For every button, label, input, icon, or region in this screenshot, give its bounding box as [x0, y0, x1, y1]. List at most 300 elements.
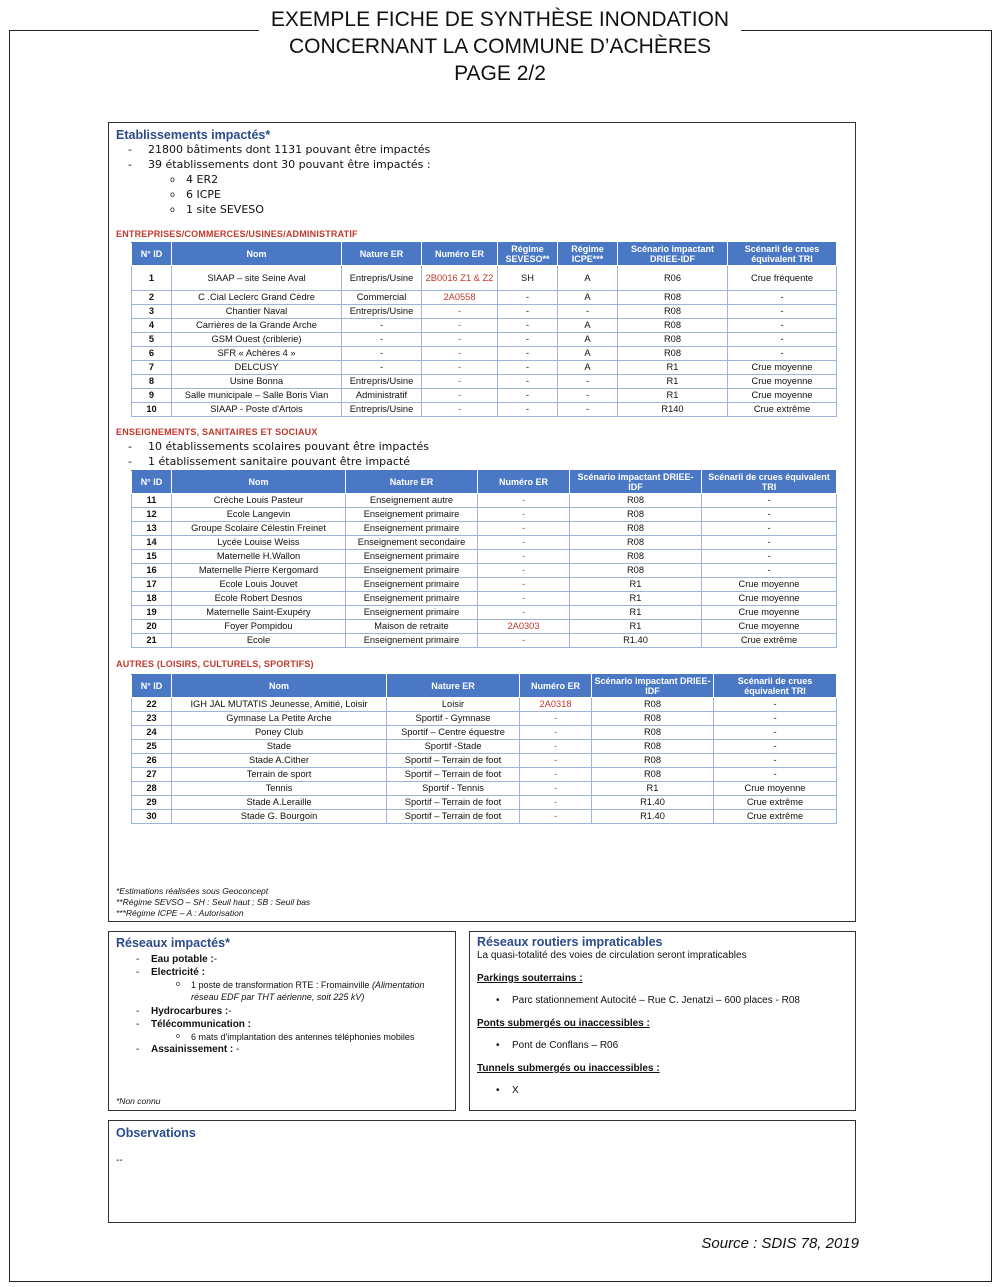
- observations-heading: Observations: [116, 1126, 196, 1140]
- table-cell: -: [342, 347, 422, 361]
- table-cell: Crue moyenne: [702, 592, 837, 606]
- table-cell: -: [520, 782, 592, 796]
- table-cell: -: [422, 389, 498, 403]
- elec-sub-main: 1 poste de transformation RTE : Fromainville: [191, 980, 370, 990]
- footnote: ***Régime ICPE – A : Autorisation: [116, 908, 244, 918]
- parkings-heading: Parkings souterrains :: [477, 973, 583, 984]
- table-cell: Crue moyenne: [728, 389, 837, 403]
- assain-value: -: [236, 1044, 240, 1055]
- entreprises-heading: ENTREPRISES/COMMERCES/USINES/ADMINISTRATIF: [116, 229, 358, 239]
- hydro-label: Hydrocarbures :: [151, 1006, 229, 1017]
- table-cell: A: [558, 266, 618, 291]
- table-cell: R1: [570, 606, 702, 620]
- table-cell: A: [558, 319, 618, 333]
- table-cell: Sportif – Terrain de foot: [387, 754, 520, 768]
- table-row: [132, 698, 837, 712]
- column-header: Nom: [172, 675, 387, 698]
- column-header: Scénario impactant DRIEE-IDF: [618, 243, 728, 266]
- table-cell: R08: [618, 333, 728, 347]
- table-cell: Maternelle Saint-Exupéry: [172, 606, 346, 620]
- table-cell: -: [478, 564, 570, 578]
- table-cell: R08: [592, 712, 714, 726]
- table-cell: Ecole Louis Jouvet: [172, 578, 346, 592]
- hydro-value: -: [228, 1006, 232, 1017]
- table-cell: -: [498, 375, 558, 389]
- table-row: [132, 796, 837, 810]
- table-cell: R08: [618, 305, 728, 319]
- title-line-1: EXEMPLE FICHE DE SYNTHÈSE INONDATION: [270, 8, 730, 31]
- table-cell: Tennis: [172, 782, 387, 796]
- table-cell: -: [478, 508, 570, 522]
- table-cell: -: [478, 494, 570, 508]
- observations-panel: [108, 1120, 856, 1223]
- table-cell: R1.40: [592, 796, 714, 810]
- table-cell: 2A0318: [520, 698, 592, 712]
- table-cell: -: [520, 712, 592, 726]
- table-cell: 30: [132, 810, 172, 824]
- table-cell: 14: [132, 536, 172, 550]
- table-cell: -: [520, 726, 592, 740]
- table-cell: 4: [132, 319, 172, 333]
- table-row: [132, 592, 837, 606]
- etab-sublist: [116, 172, 431, 217]
- table-cell: Enseignement primaire: [346, 508, 478, 522]
- table-cell: Crue extrême: [714, 796, 837, 810]
- routiers-heading: Réseaux routiers impraticables: [477, 935, 663, 949]
- table-cell: R1.40: [570, 634, 702, 648]
- table-cell: 6: [132, 347, 172, 361]
- eau-value: -: [213, 954, 218, 965]
- table-cell: Carrières de la Grande Arche: [172, 319, 342, 333]
- etab-item: - 21800 bâtiments dont 1131 pouvant être impactés: [116, 142, 431, 157]
- column-header: Nature ER: [387, 675, 520, 698]
- main-panel: [108, 122, 856, 922]
- column-header: Scénario impactant DRIEE-IDF: [592, 675, 714, 698]
- table-cell: Usine Bonna: [172, 375, 342, 389]
- table-row: [132, 536, 837, 550]
- table-cell: Crue moyenne: [702, 620, 837, 634]
- table-cell: 23: [132, 712, 172, 726]
- table-cell: Enseignement autre: [346, 494, 478, 508]
- table-cell: -: [342, 319, 422, 333]
- footnote: **Régime SEVSO – SH : Seuil haut ; SB : Seuil bas: [116, 897, 311, 907]
- column-header: Nom: [172, 243, 342, 266]
- table-cell: Sportif -Stade: [387, 740, 520, 754]
- eau-label: Eau potable :: [151, 954, 214, 965]
- telecom-sub: 6 mats d'implantation des antennes téléphonies mobiles: [191, 1032, 415, 1042]
- table-cell: 3: [132, 305, 172, 319]
- table-cell: -: [702, 536, 837, 550]
- column-header: Nature ER: [346, 471, 478, 494]
- table-cell: Crue moyenne: [702, 606, 837, 620]
- table-row: [132, 564, 837, 578]
- table-cell: -: [422, 305, 498, 319]
- table-cell: Crue extrême: [702, 634, 837, 648]
- reseaux-panel: Réseaux impactés* - Eau potable :- - Electricité : o 1 poste de transformation RTE : Fromainville (Alimentation réseau EDF par THT aérienne, soit 225 kV) - Hydrocarbures :- - Télécommunication : o 6 mats d'implantation des antennes téléphonies mobiles - Assainissement : - *Non connu: [108, 931, 456, 1111]
- table-cell: SFR « Achères 4 »: [172, 347, 342, 361]
- table-cell: Enseignement primaire: [346, 564, 478, 578]
- table-cell: 24: [132, 726, 172, 740]
- table-cell: -: [702, 508, 837, 522]
- table-row: [132, 522, 837, 536]
- table-cell: -: [478, 550, 570, 564]
- elec-label: Electricité :: [151, 967, 205, 978]
- table-cell: R1: [618, 375, 728, 389]
- table-cell: A: [558, 361, 618, 375]
- telecom-label: Télécommunication :: [151, 1019, 252, 1030]
- table-cell: -: [478, 522, 570, 536]
- table-cell: 1: [132, 266, 172, 291]
- table-cell: -: [498, 319, 558, 333]
- table-cell: Administratif: [342, 389, 422, 403]
- table-cell: -: [714, 726, 837, 740]
- etab-item: - 39 établissements dont 30 pouvant être impactés :: [116, 157, 431, 172]
- table-cell: Entrepris/Usine: [342, 375, 422, 389]
- table-cell: Enseignement primaire: [346, 592, 478, 606]
- table-cell: 11: [132, 494, 172, 508]
- table-cell: Entrepris/Usine: [342, 305, 422, 319]
- title-line-2: CONCERNANT LA COMMUNE D’ACHÈRES: [289, 35, 711, 58]
- table-cell: -: [714, 712, 837, 726]
- table-cell: R08: [592, 740, 714, 754]
- table-cell: Gymnase La Petite Arche: [172, 712, 387, 726]
- table-cell: 9: [132, 389, 172, 403]
- table-row: [132, 319, 837, 333]
- table-cell: R08: [592, 754, 714, 768]
- table-cell: -: [714, 698, 837, 712]
- table-row: [132, 712, 837, 726]
- table-cell: -: [498, 291, 558, 305]
- table-cell: -: [702, 550, 837, 564]
- table-cell: -: [728, 333, 837, 347]
- table-row: [132, 550, 837, 564]
- table-cell: -: [520, 768, 592, 782]
- table-row: [132, 305, 837, 319]
- table-cell: R08: [570, 494, 702, 508]
- table-cell: 16: [132, 564, 172, 578]
- autres-heading: AUTRES (LOISIRS, CULTURELS, SPORTIFS): [116, 659, 314, 669]
- routiers-panel: Réseaux routiers impraticables La quasi-totalité des voies de circulation seront impraticables Parkings souterrains : • Parc stationnement Autocité – Rue C. Jenatzi – 600 places - R08 Ponts submergés ou inaccessibles : • Pont de Conflans – R06 Tunnels submergés ou inaccessibles : • X: [469, 931, 856, 1111]
- table-cell: -: [728, 347, 837, 361]
- column-header: N° ID: [132, 675, 172, 698]
- table-cell: A: [558, 347, 618, 361]
- enseignement-heading: ENSEIGNEMENTS, SANITAIRES ET SOCIAUX: [116, 427, 318, 437]
- table-cell: Crue moyenne: [714, 782, 837, 796]
- table-cell: R1: [592, 782, 714, 796]
- table-cell: Chantier Naval: [172, 305, 342, 319]
- table-cell: 22: [132, 698, 172, 712]
- table-cell: 28: [132, 782, 172, 796]
- table-cell: R1: [570, 592, 702, 606]
- table-row: [132, 782, 837, 796]
- table-row: [132, 508, 837, 522]
- table-row: [132, 375, 837, 389]
- etab-heading: Etablissements impactés*: [116, 128, 271, 142]
- table-cell: 21: [132, 634, 172, 648]
- elec-sub-italic: (Alimentation réseau EDF par THT aérienne, soit 225 kV): [191, 980, 425, 1002]
- table-cell: R08: [570, 522, 702, 536]
- table-cell: Maternelle Pierre Kergomard: [172, 564, 346, 578]
- table-cell: R08: [570, 508, 702, 522]
- table-cell: Stade A.Cither: [172, 754, 387, 768]
- table-row: [132, 578, 837, 592]
- table-cell: -: [478, 536, 570, 550]
- entreprises-table: [131, 242, 837, 417]
- table-cell: Poney Club: [172, 726, 387, 740]
- table-cell: Terrain de sport: [172, 768, 387, 782]
- table-cell: Ecole Langevin: [172, 508, 346, 522]
- table-cell: R08: [592, 726, 714, 740]
- table-row: [132, 389, 837, 403]
- column-header: Régime ICPE***: [558, 243, 618, 266]
- table-cell: Maternelle H.Wallon: [172, 550, 346, 564]
- table-cell: -: [422, 375, 498, 389]
- table-cell: Enseignement primaire: [346, 634, 478, 648]
- table-cell: -: [422, 403, 498, 417]
- table-cell: DELCUSY: [172, 361, 342, 375]
- table-cell: 7: [132, 361, 172, 375]
- table-cell: -: [422, 319, 498, 333]
- ponts-heading: Ponts submergés ou inaccessibles :: [477, 1018, 650, 1029]
- table-cell: 12: [132, 508, 172, 522]
- enseignement-item: - 1 établissement sanitaire pouvant être impacté: [116, 454, 429, 469]
- table-cell: Sportif - Tennis: [387, 782, 520, 796]
- table-cell: R1: [570, 578, 702, 592]
- table-cell: -: [520, 810, 592, 824]
- table-cell: Foyer Pompidou: [172, 620, 346, 634]
- table-cell: -: [714, 740, 837, 754]
- table-cell: Groupe Scolaire Célestin Freinet: [172, 522, 346, 536]
- table-cell: R1.40: [592, 810, 714, 824]
- table-cell: Crue extrême: [728, 403, 837, 417]
- source-caption: Source : SDIS 78, 2019: [701, 1235, 859, 1252]
- table-cell: IGH JAL MUTATIS Jeunesse, Amitié, Loisir: [172, 698, 387, 712]
- table-cell: -: [342, 361, 422, 375]
- table-cell: 29: [132, 796, 172, 810]
- column-header: Numéro ER: [478, 471, 570, 494]
- etab-subitem: o 6 ICPE: [116, 187, 431, 202]
- autres-table: [131, 674, 837, 824]
- etab-list: [116, 142, 431, 172]
- table-cell: 2B0016 Z1 & Z2: [422, 266, 498, 291]
- table-row: [132, 266, 837, 291]
- table-cell: -: [478, 606, 570, 620]
- table-cell: Crue fréquente: [728, 266, 837, 291]
- table-cell: R08: [618, 291, 728, 305]
- table-cell: SH: [498, 266, 558, 291]
- footnote: *Estimations réalisées sous Geoconcept: [116, 886, 269, 896]
- table-cell: -: [728, 305, 837, 319]
- column-header: Scénarii de crues équivalent TRI: [728, 243, 837, 266]
- table-cell: Enseignement primaire: [346, 578, 478, 592]
- column-header: N° ID: [132, 243, 172, 266]
- table-cell: -: [342, 333, 422, 347]
- table-cell: R08: [618, 347, 728, 361]
- table-cell: Entrepris/Usine: [342, 266, 422, 291]
- table-cell: -: [558, 375, 618, 389]
- table-cell: 15: [132, 550, 172, 564]
- table-cell: Loisir: [387, 698, 520, 712]
- table-cell: 5: [132, 333, 172, 347]
- table-cell: -: [498, 403, 558, 417]
- table-cell: Enseignement secondaire: [346, 536, 478, 550]
- table-cell: R1: [570, 620, 702, 634]
- table-cell: 18: [132, 592, 172, 606]
- table-cell: Lycée Louise Weiss: [172, 536, 346, 550]
- table-cell: A: [558, 333, 618, 347]
- column-header: Scénarii de crues équivalent TRI: [714, 675, 837, 698]
- table-cell: -: [422, 333, 498, 347]
- table-row: [132, 291, 837, 305]
- table-row: [132, 620, 837, 634]
- table-cell: 25: [132, 740, 172, 754]
- title-line-3: PAGE 2/2: [454, 62, 546, 85]
- footnotes: [116, 886, 310, 919]
- table-cell: -: [520, 796, 592, 810]
- table-cell: Stade: [172, 740, 387, 754]
- table-cell: -: [558, 305, 618, 319]
- table-cell: R1: [618, 389, 728, 403]
- table-cell: Sportif – Terrain de foot: [387, 796, 520, 810]
- table-row: [132, 494, 837, 508]
- table-cell: Crue moyenne: [702, 578, 837, 592]
- table-cell: 19: [132, 606, 172, 620]
- table-cell: R1: [618, 361, 728, 375]
- table-cell: 17: [132, 578, 172, 592]
- table-cell: R08: [570, 564, 702, 578]
- table-cell: Crèche Louis Pasteur: [172, 494, 346, 508]
- enseignement-table: [131, 470, 837, 648]
- table-cell: Sportif – Centre équestre: [387, 726, 520, 740]
- table-cell: Crue moyenne: [728, 375, 837, 389]
- table-cell: -: [498, 389, 558, 403]
- table-row: [132, 768, 837, 782]
- table-cell: R08: [570, 550, 702, 564]
- column-header: N° ID: [132, 471, 172, 494]
- table-cell: -: [714, 754, 837, 768]
- table-cell: GSM Ouest (criblerie): [172, 333, 342, 347]
- table-cell: -: [498, 305, 558, 319]
- table-cell: -: [702, 494, 837, 508]
- table-cell: -: [498, 347, 558, 361]
- table-cell: 27: [132, 768, 172, 782]
- assain-label: Assainissement :: [151, 1044, 234, 1055]
- table-cell: -: [520, 754, 592, 768]
- table-cell: Commercial: [342, 291, 422, 305]
- reseaux-heading: Réseaux impactés*: [116, 936, 230, 950]
- table-row: [132, 333, 837, 347]
- table-cell: -: [422, 347, 498, 361]
- table-cell: R08: [570, 536, 702, 550]
- table-row: [132, 810, 837, 824]
- table-cell: -: [702, 522, 837, 536]
- table-cell: Ecole Robert Desnos: [172, 592, 346, 606]
- column-header: Nom: [172, 471, 346, 494]
- table-cell: Sportif - Gymnase: [387, 712, 520, 726]
- table-cell: Stade A.Leraille: [172, 796, 387, 810]
- table-cell: -: [558, 403, 618, 417]
- table-cell: R06: [618, 266, 728, 291]
- column-header: Scénario impactant DRIEE-IDF: [570, 471, 702, 494]
- column-header: Régime SEVESO**: [498, 243, 558, 266]
- table-cell: 8: [132, 375, 172, 389]
- table-cell: 20: [132, 620, 172, 634]
- column-header: Scénarii de crues équivalent TRI: [702, 471, 837, 494]
- table-cell: Enseignement primaire: [346, 522, 478, 536]
- table-cell: -: [422, 361, 498, 375]
- table-row: [132, 606, 837, 620]
- table-cell: SIAAP – site Seine Aval: [172, 266, 342, 291]
- table-cell: A: [558, 291, 618, 305]
- column-header: Numéro ER: [422, 243, 498, 266]
- table-cell: -: [478, 634, 570, 648]
- table-row: [132, 347, 837, 361]
- table-cell: Crue extrême: [714, 810, 837, 824]
- table-cell: Maison de retraite: [346, 620, 478, 634]
- table-cell: Ecole: [172, 634, 346, 648]
- table-cell: Entrepris/Usine: [342, 403, 422, 417]
- tunnels-heading: Tunnels submergés ou inaccessibles :: [477, 1063, 660, 1074]
- table-row: [132, 634, 837, 648]
- table-cell: -: [714, 768, 837, 782]
- routiers-intro: La quasi-totalité des voies de circulation seront impraticables: [477, 950, 747, 961]
- etab-subitem: o 4 ER2: [116, 172, 431, 187]
- tunnels-item: X: [512, 1085, 519, 1096]
- table-cell: R08: [592, 768, 714, 782]
- table-cell: Enseignement primaire: [346, 550, 478, 564]
- table-cell: Enseignement primaire: [346, 606, 478, 620]
- table-cell: Sportif – Terrain de foot: [387, 768, 520, 782]
- table-cell: Sportif – Terrain de foot: [387, 810, 520, 824]
- table-cell: SIAAP - Poste d'Artois: [172, 403, 342, 417]
- table-cell: -: [728, 291, 837, 305]
- table-cell: -: [498, 361, 558, 375]
- table-cell: C .Cial Leclerc Grand Cèdre: [172, 291, 342, 305]
- table-cell: 2A0558: [422, 291, 498, 305]
- page-title: [0, 6, 1000, 87]
- column-header: Nature ER: [342, 243, 422, 266]
- table-cell: Stade G. Bourgoin: [172, 810, 387, 824]
- table-cell: -: [498, 333, 558, 347]
- table-cell: 2A0303: [478, 620, 570, 634]
- table-cell: 13: [132, 522, 172, 536]
- table-cell: R140: [618, 403, 728, 417]
- enseignement-item: - 10 établissements scolaires pouvant être impactés: [116, 439, 429, 454]
- table-cell: R08: [592, 698, 714, 712]
- table-row: [132, 403, 837, 417]
- table-cell: -: [702, 564, 837, 578]
- etab-subitem: o 1 site SEVESO: [116, 202, 431, 217]
- table-cell: 2: [132, 291, 172, 305]
- table-cell: -: [728, 319, 837, 333]
- table-cell: -: [478, 578, 570, 592]
- table-cell: Salle municipale – Salle Boris Vian: [172, 389, 342, 403]
- table-cell: 26: [132, 754, 172, 768]
- table-cell: 10: [132, 403, 172, 417]
- observations-text: --: [116, 1155, 123, 1166]
- enseignement-list: [116, 439, 429, 469]
- parkings-item: Parc stationnement Autocité – Rue C. Jenatzi – 600 places - R08: [512, 995, 800, 1006]
- table-row: [132, 740, 837, 754]
- table-row: [132, 726, 837, 740]
- table-cell: Crue moyenne: [728, 361, 837, 375]
- table-cell: -: [558, 389, 618, 403]
- table-cell: -: [520, 740, 592, 754]
- reseaux-note: *Non connu: [116, 1096, 161, 1106]
- table-row: [132, 361, 837, 375]
- ponts-item: Pont de Conflans – R06: [512, 1040, 619, 1051]
- column-header: Numéro ER: [520, 675, 592, 698]
